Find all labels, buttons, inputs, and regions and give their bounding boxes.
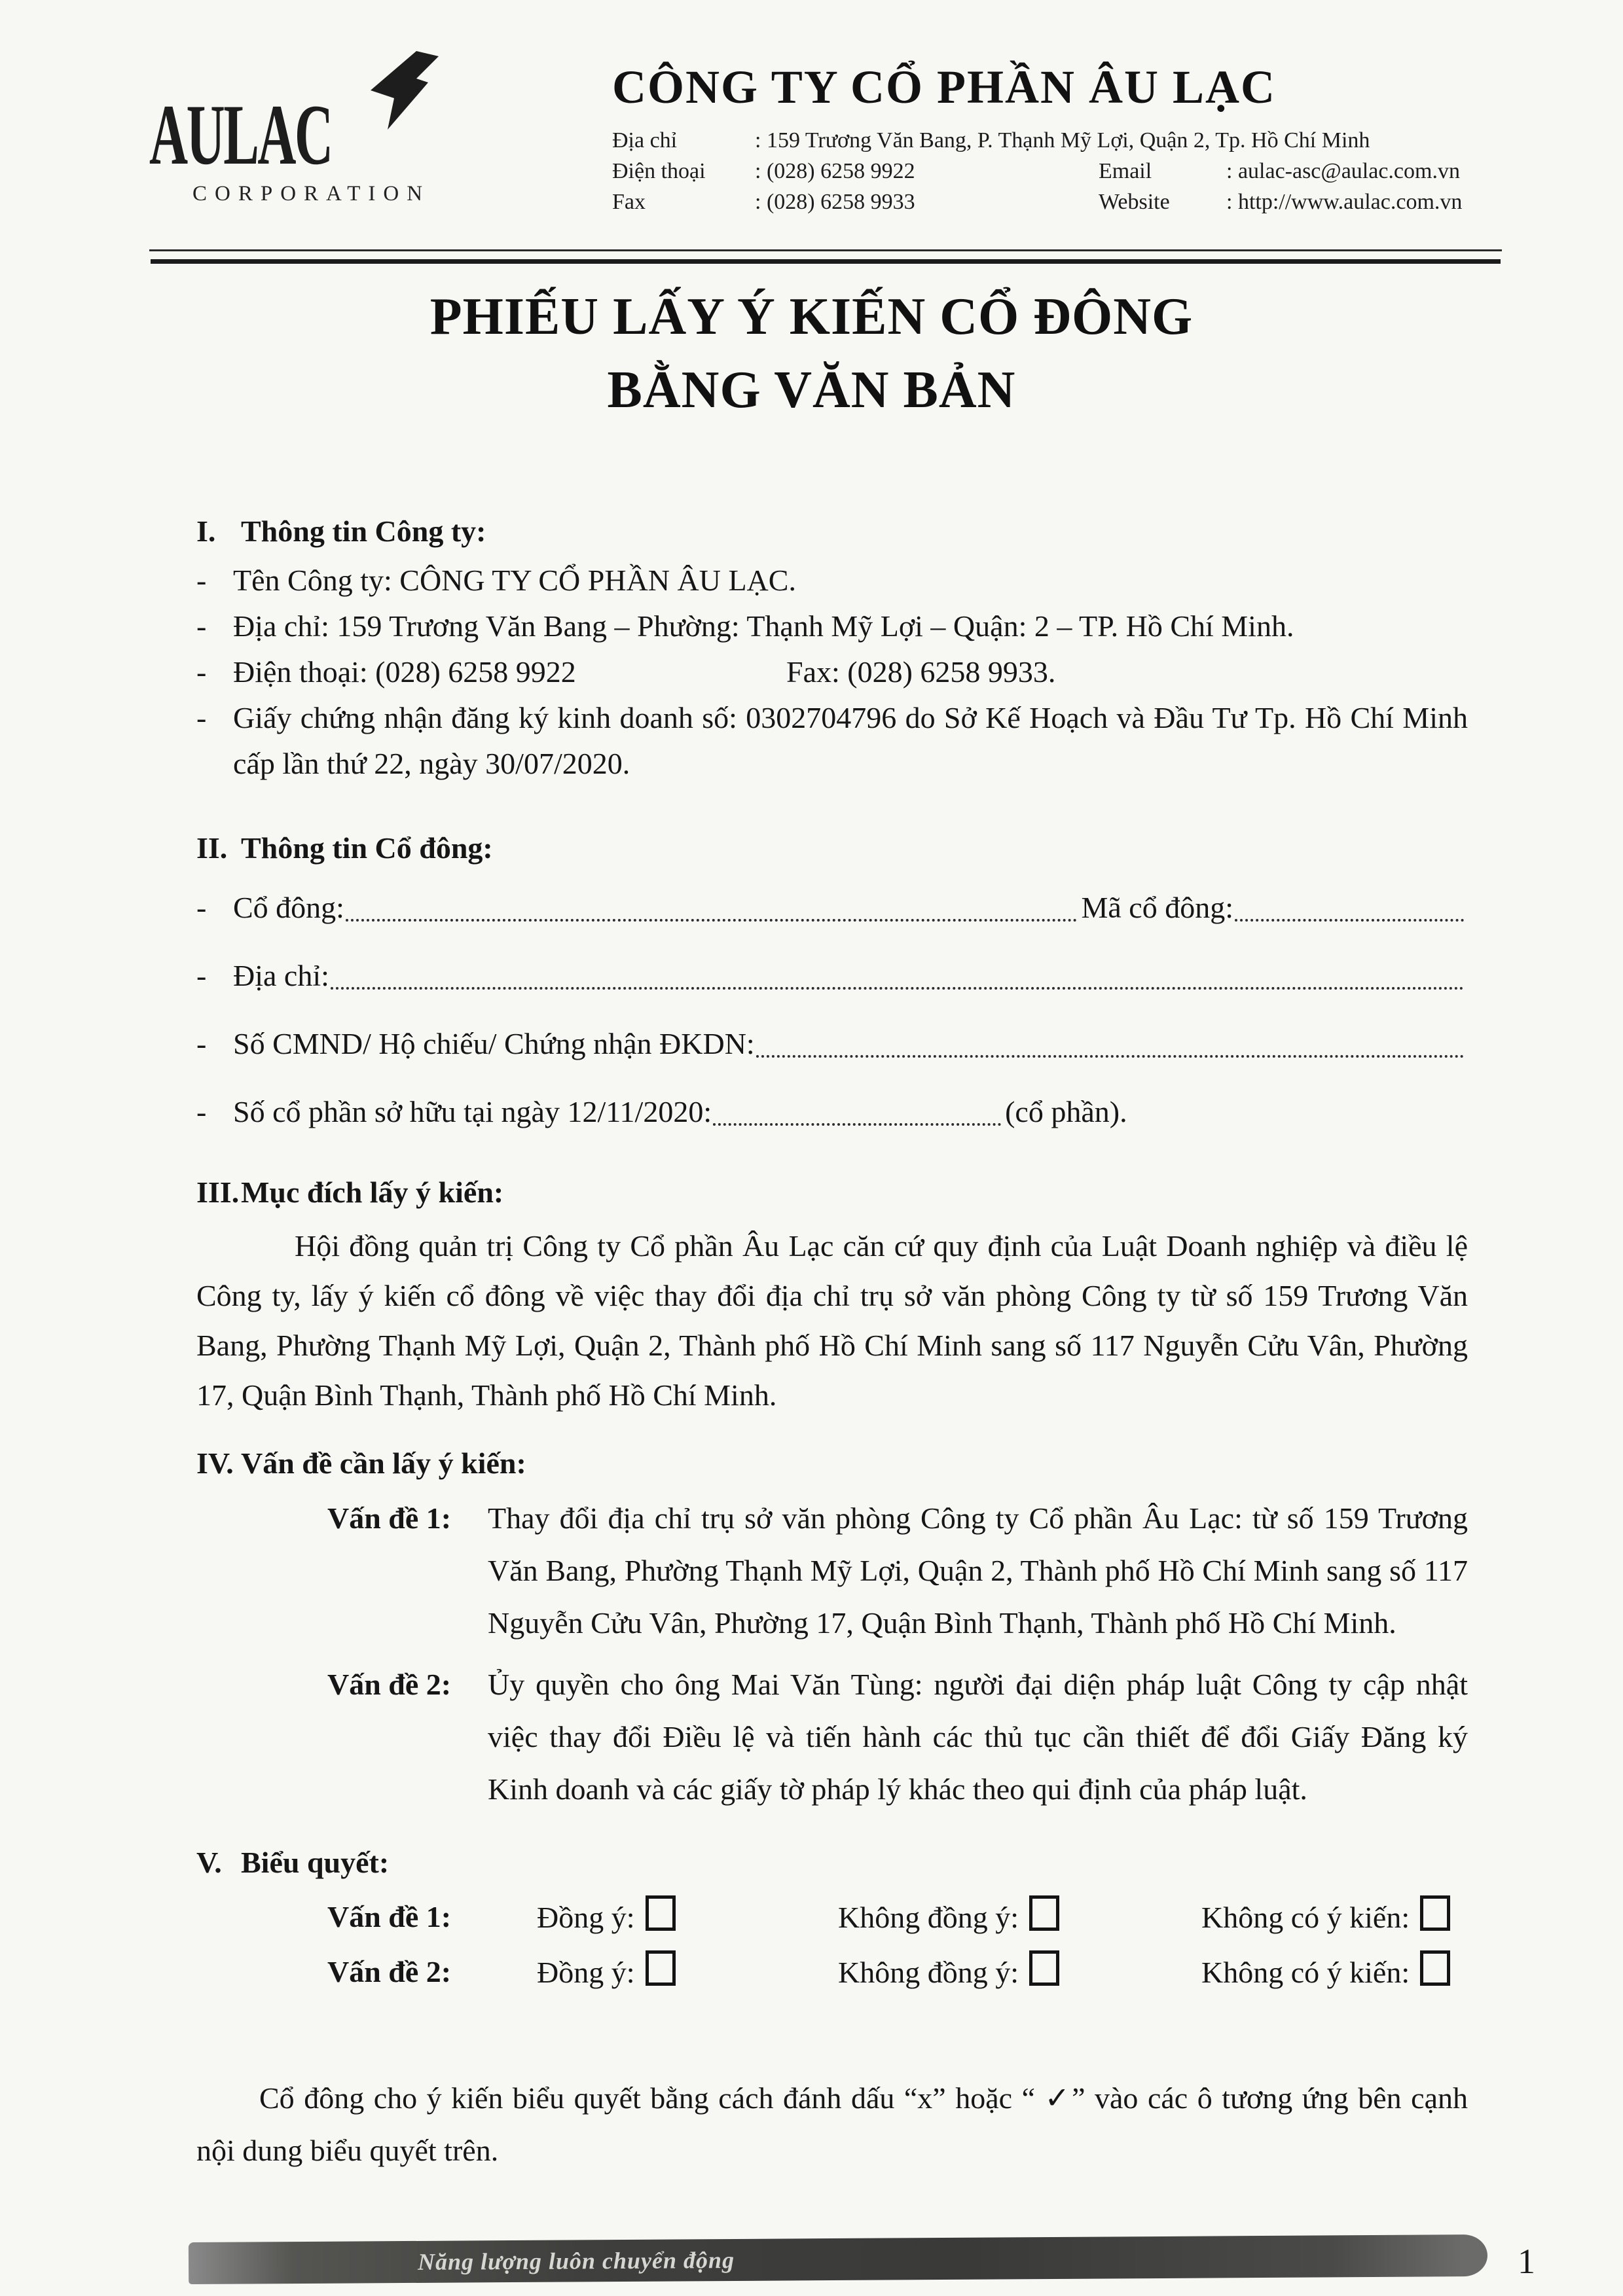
shares-owned-label: Số cổ phần sở hữu tại ngày 12/11/2020:	[233, 1095, 712, 1128]
shareholder-shares-row	[196, 1089, 1468, 1135]
shareholder-code-fill-line[interactable]	[1235, 919, 1464, 922]
document-title-line1: PHIẾU LẤY Ý KIẾN CỔ ĐÔNG	[429, 288, 1194, 346]
shareholder-id-label: Số CMND/ Hộ chiếu/ Chứng nhận ĐKDN:	[233, 1027, 755, 1060]
company-phone-fax-item	[196, 649, 1468, 695]
section4-heading: IV. Vấn đề cần lấy ý kiến:	[196, 1444, 1468, 1483]
shares-owned-fill-line[interactable]	[713, 1123, 1001, 1126]
shareholder-address-row	[196, 953, 1468, 999]
section5-number: V.	[196, 1846, 222, 1879]
section3-number: III.	[196, 1175, 240, 1209]
shareholder-code-label: Mã cổ đông:	[1081, 891, 1233, 924]
logo-subtitle: CORPORATION	[192, 182, 431, 206]
section2-number: II.	[196, 831, 228, 865]
issue-1	[327, 1492, 1468, 1649]
bullet-dash: -	[196, 1095, 207, 1128]
company-fax: Fax: (028) 6258 9933.	[786, 655, 1056, 689]
issue-2-label: Vấn đề 2:	[327, 1668, 452, 1701]
bullet-dash: -	[196, 564, 207, 597]
checkbox-issue1-disagree[interactable]	[1029, 1895, 1059, 1931]
shareholder-fill-line[interactable]	[346, 919, 1078, 922]
checkbox-issue2-agree[interactable]	[646, 1950, 676, 1986]
shareholder-id-row	[196, 1021, 1468, 1067]
shareholder-address-fill-line[interactable]	[331, 987, 1464, 990]
shares-unit-suffix: (cổ phần).	[1005, 1095, 1127, 1128]
issue-1-label: Vấn đề 1:	[327, 1501, 452, 1535]
phone-label: Điện thoại	[612, 159, 706, 183]
business-license-item: - Giấy chứng nhận đăng ký kinh doanh số: 0302704796 do Sở Kế Hoạch và Đầu Tư Tp. Hồ Chí Minh cấp lần thứ 22, ngày 30/07/2020.	[196, 695, 1468, 787]
email-label: Email	[1099, 159, 1152, 183]
shareholder-address-label: Địa chỉ:	[233, 959, 329, 992]
vote-issue2-label: Vấn đề 2:	[327, 1955, 452, 1988]
bullet-dash: -	[196, 655, 207, 689]
section2-heading: II. Thông tin Cổ đông:	[196, 829, 1468, 868]
document-body	[196, 512, 1468, 2177]
bullet-dash: -	[196, 1027, 207, 1060]
aulac-flag-icon	[365, 50, 444, 135]
document-title-line2: BẰNG VĂN BẢN	[607, 361, 1016, 419]
company-contact-block	[612, 125, 1529, 217]
issue-2	[327, 1659, 1468, 1816]
disagree-label: Không đồng ý:	[838, 1900, 1019, 1934]
purpose-paragraph: Hội đồng quản trị Công ty Cổ phần Âu Lạc căn cứ quy định của Luật Doanh nghiệp và điều lệ Công ty, lấy ý kiến cổ đông về việc thay đổi địa chỉ trụ sở văn phòng Công ty từ số 159 Trương Văn Bang, Phường Thạnh Mỹ Lợi, Quận 2, Thành phố Hồ Chí Minh sang số 117 Nguyễn Cửu Vân, Phường 17, Quận Bình Thạnh, Thành phố Hồ Chí Minh.	[196, 1229, 1468, 1412]
company-phone: Điện thoại: (028) 6258 9922	[233, 655, 576, 689]
voting-instruction-note: Cổ đông cho ý kiến biểu quyết bằng cách đánh dấu “x” hoặc “ ✓” vào các ô tương ứng bên cạnh nội dung biểu quyết trên.	[196, 2081, 1468, 2167]
agree-label: Đồng ý:	[537, 1955, 635, 1989]
checkbox-issue2-disagree[interactable]	[1029, 1950, 1059, 1986]
fax-value: : (028) 6258 9933	[755, 190, 915, 214]
company-name: CÔNG TY CỔ PHẦN ÂU LẠC	[612, 61, 1277, 113]
vote-issue1-label: Vấn đề 1:	[327, 1900, 452, 1933]
issue-1-text: Thay đổi địa chỉ trụ sở văn phòng Công ty Cổ phần Âu Lạc: từ số 159 Trương Văn Bang, Phường Thạnh Mỹ Lợi, Quận 2, Thành phố Hồ Chí Minh sang số 117 Nguyễn Cửu Vân, Phường 17, Quận Bình Thạnh, Thành phố Hồ Chí Minh.	[488, 1501, 1468, 1640]
fax-label: Fax	[612, 190, 646, 214]
section4-number: IV.	[196, 1446, 234, 1480]
email-value: : aulac-asc@aulac.com.vn	[1226, 159, 1460, 183]
no-opinion-label: Không có ý kiến:	[1201, 1900, 1410, 1934]
vote-row-issue2	[196, 1954, 1468, 2004]
checkbox-issue1-no-opinion[interactable]	[1420, 1895, 1450, 1931]
document-title	[0, 280, 1623, 427]
address-value: : 159 Trương Văn Bang, P. Thạnh Mỹ Lợi, Quận 2, Tp. Hồ Chí Minh	[755, 128, 1370, 152]
bullet-dash: -	[196, 701, 207, 734]
agree-label: Đồng ý:	[537, 1900, 635, 1934]
section5-heading: V. Biểu quyết:	[196, 1843, 1468, 1882]
header-divider	[149, 249, 1502, 259]
section3-heading: III.Mục đích lấy ý kiến:	[196, 1173, 1468, 1212]
company-name-item: - Tên Công ty: CÔNG TY CỔ PHẦN ÂU LẠC.	[196, 558, 1468, 603]
company-address-item: - Địa chỉ: 159 Trương Văn Bang – Phường: Thạnh Mỹ Lợi – Quận: 2 – TP. Hồ Chí Minh.	[196, 603, 1468, 649]
vote-row-issue1	[196, 1899, 1468, 1949]
website-label: Website	[1099, 190, 1170, 214]
website-value: : http://www.aulac.com.vn	[1226, 190, 1463, 214]
checkbox-issue1-agree[interactable]	[646, 1895, 676, 1931]
shareholder-label: Cổ đông:	[233, 891, 344, 924]
company-logo	[149, 58, 568, 206]
bullet-dash: -	[196, 891, 207, 924]
section1-heading: I. Thông tin Công ty:	[196, 512, 1468, 551]
bullet-dash: -	[196, 609, 207, 643]
page-number: 1	[1518, 2242, 1535, 2281]
checkbox-issue2-no-opinion[interactable]	[1420, 1950, 1450, 1986]
disagree-label: Không đồng ý:	[838, 1955, 1019, 1989]
shareholder-name-row	[196, 885, 1468, 931]
phone-value: : (028) 6258 9922	[755, 159, 915, 183]
shareholder-id-fill-line[interactable]	[756, 1055, 1464, 1058]
footer-slogan: Năng lượng luôn chuyển động	[417, 2246, 735, 2275]
address-label: Địa chỉ	[612, 128, 678, 152]
no-opinion-label: Không có ý kiến:	[1201, 1955, 1410, 1989]
issue-2-text: Ủy quyền cho ông Mai Văn Tùng: người đại diện pháp luật Công ty cập nhật việc thay đổi Điều lệ và tiến hành các thủ tục cần thiết để đổi Giấy Đăng ký Kinh doanh và các giấy tờ pháp lý khác theo qui định của pháp luật.	[488, 1668, 1468, 1806]
bullet-dash: -	[196, 959, 207, 992]
section1-number: I.	[196, 514, 216, 548]
logo-wordmark: AULAC	[149, 86, 332, 183]
footer-slogan-bar	[189, 2234, 1487, 2284]
